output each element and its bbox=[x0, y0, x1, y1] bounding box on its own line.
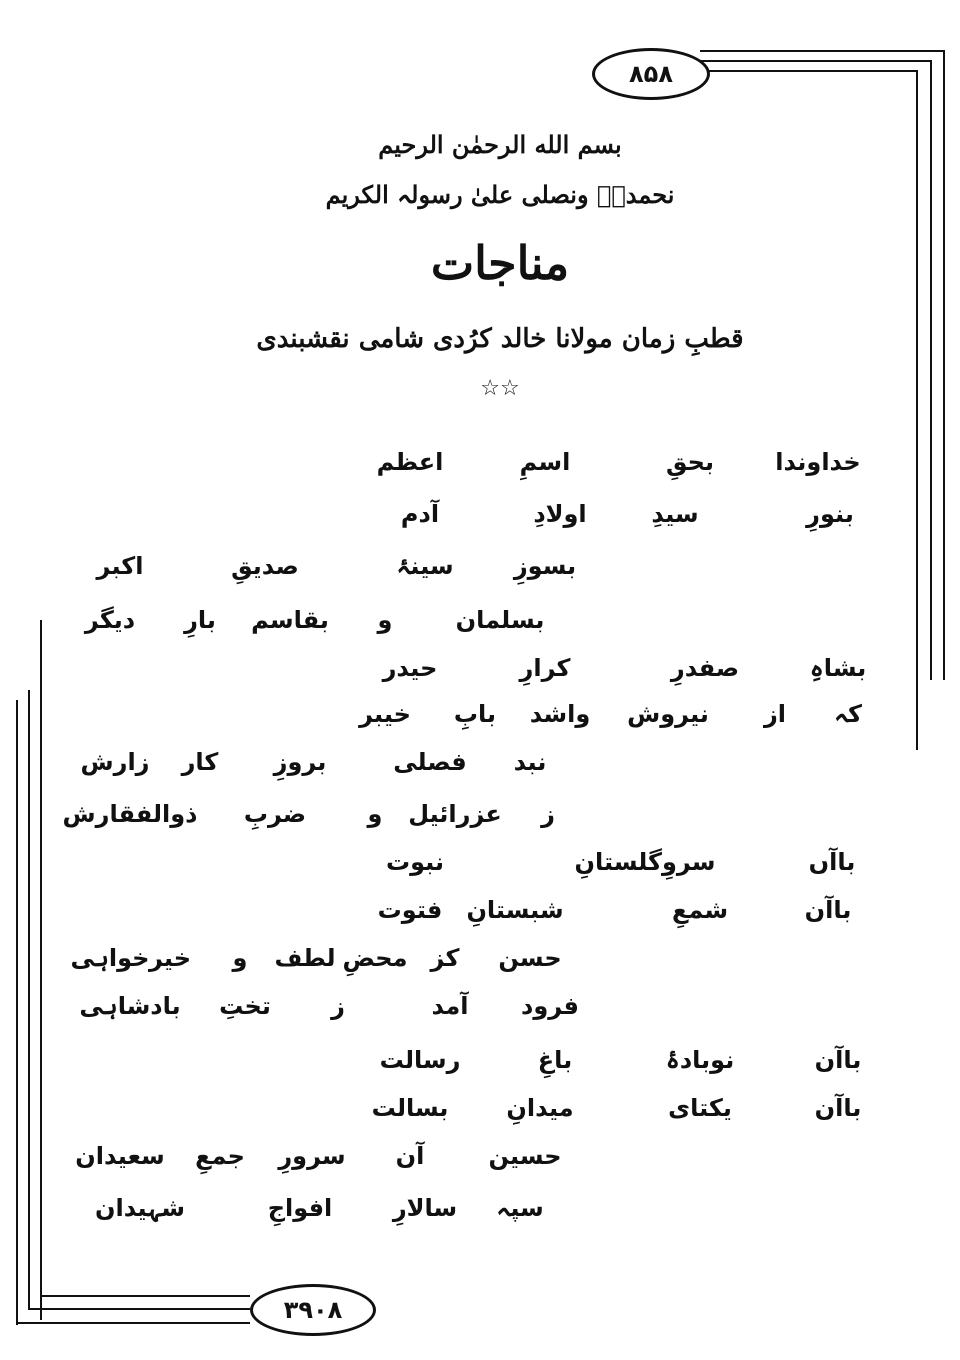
verse-word: رسالت bbox=[379, 1046, 461, 1074]
frame-border-left-outer bbox=[40, 620, 42, 1320]
frame-border-top-inner bbox=[700, 60, 932, 62]
verse-word: سرورِ bbox=[278, 1142, 346, 1170]
verse-word: بارِ bbox=[184, 606, 216, 634]
verse-word: خواہی bbox=[70, 944, 150, 972]
verse-word: خیبر bbox=[359, 700, 411, 728]
frame-border-right-inner2 bbox=[916, 70, 918, 750]
salutation: نحمدہٗ ونصلی علیٰ رسولہ الکریم bbox=[325, 180, 675, 209]
verse-word: عزرائیل bbox=[408, 800, 502, 828]
verse-word: باآن bbox=[814, 1046, 862, 1074]
verse-word: و bbox=[377, 606, 393, 634]
verse-word: یکتای bbox=[668, 1094, 732, 1122]
verse-word: نوبادۂ bbox=[665, 1046, 735, 1074]
verse-word: اکبر bbox=[96, 552, 144, 580]
verse-word: میدانِ bbox=[506, 1094, 574, 1122]
verse-word: خیر bbox=[148, 944, 192, 972]
verse-word: بنورِ bbox=[806, 500, 854, 528]
frame-border-bottom-outer bbox=[40, 1295, 250, 1297]
verse-word: کز bbox=[430, 944, 460, 972]
frame-border-top-inner2 bbox=[700, 70, 918, 72]
ornament-stars: ☆☆ bbox=[480, 376, 520, 401]
verse-word: بسوزِ bbox=[513, 552, 577, 580]
verse-word: لطف bbox=[274, 944, 336, 972]
verse-word: حسن bbox=[498, 944, 562, 972]
verse-word: سینۂ bbox=[396, 552, 454, 580]
verse-word: ذوالفقارش bbox=[62, 800, 198, 828]
verse-word: و bbox=[367, 800, 383, 828]
verse-word: بسلمان bbox=[455, 606, 545, 634]
verse-word: اعظم bbox=[376, 448, 444, 476]
verse-word: فتوت bbox=[377, 896, 443, 924]
verse-word: باغِ bbox=[537, 1046, 573, 1074]
verse-word: خداوندا bbox=[775, 448, 861, 476]
frame-border-top-outer bbox=[700, 50, 945, 52]
verse-word: باآن bbox=[804, 896, 852, 924]
verse-word: واشد bbox=[529, 700, 591, 728]
verse-word: باآں bbox=[808, 848, 856, 876]
page-number-top: ۸۵۸ bbox=[592, 48, 710, 100]
verse-word: آن bbox=[395, 1142, 425, 1170]
verse-word: آدم bbox=[400, 500, 440, 528]
verse-word: از bbox=[763, 700, 787, 728]
frame-border-left-inner2 bbox=[16, 700, 18, 1325]
verse-word: سیدِ bbox=[651, 500, 699, 528]
verse-word: تختِ bbox=[219, 992, 271, 1020]
verse-word: فرود bbox=[521, 992, 579, 1020]
verse-word: اولادِ bbox=[533, 500, 587, 528]
verse-word: بابِ bbox=[453, 700, 497, 728]
verse-word: باآن bbox=[814, 1094, 862, 1122]
verse-word: بحقِ bbox=[666, 448, 714, 476]
verse-word: افواجِ bbox=[267, 1194, 333, 1222]
verse-word: سپہ bbox=[496, 1194, 544, 1222]
page-number-bottom: ۳۹۰۸ bbox=[250, 1284, 376, 1336]
verse-word: کرارِ bbox=[519, 654, 571, 682]
verse-word: بادشاہی bbox=[79, 992, 181, 1020]
verse-word: بسالت bbox=[371, 1094, 449, 1122]
verse-word: بشاہِ bbox=[809, 654, 867, 682]
verse-word: سعیدان bbox=[75, 1142, 165, 1170]
verse-word: سالارِ bbox=[392, 1194, 458, 1222]
verse-word: نیروش bbox=[627, 700, 709, 728]
verse-word: دیگر bbox=[84, 606, 136, 634]
verse-word: حیدر bbox=[382, 654, 438, 682]
verse-word: ضربِ bbox=[243, 800, 307, 828]
author-line: قطبِ زمان مولانا خالد کرُدی شامی نقشبندی bbox=[256, 324, 744, 354]
verse-word: کار bbox=[181, 748, 219, 776]
verse-word: صدیقِ bbox=[231, 552, 299, 580]
verse-word: و bbox=[232, 944, 248, 972]
verse-word: شہیدان bbox=[94, 1194, 186, 1222]
verse-word: اسمِ bbox=[519, 448, 571, 476]
verse-word: نبد bbox=[513, 748, 547, 776]
verse-word: بروزِ bbox=[273, 748, 327, 776]
verse-word: جمعِ bbox=[195, 1142, 245, 1170]
verse-word: حسین bbox=[488, 1142, 562, 1170]
verse-word: بقاسم bbox=[251, 606, 329, 634]
verse-word: آمد bbox=[431, 992, 469, 1020]
verse-word: نبوت bbox=[386, 848, 444, 876]
verse-word: ز bbox=[331, 992, 345, 1020]
frame-border-left-inner bbox=[28, 690, 30, 1310]
verse-word: زارش bbox=[80, 748, 150, 776]
frame-border-bottom-inner2 bbox=[16, 1322, 250, 1324]
verse-word: کہ bbox=[833, 700, 863, 728]
verse-word: ز bbox=[541, 800, 555, 828]
frame-border-bottom-inner bbox=[28, 1308, 250, 1310]
verse-word: شبستانِ bbox=[466, 896, 564, 924]
verse-word: فصلی bbox=[393, 748, 467, 776]
page-title: مناجات bbox=[430, 236, 570, 290]
verse-word: صفدرِ bbox=[670, 654, 740, 682]
verse-word: محضِ bbox=[342, 944, 408, 972]
verse-word: شمعِ bbox=[671, 896, 729, 924]
verse-word: سروِگلستانِ bbox=[574, 848, 716, 876]
bismillah: بسم الله الرحمٰن الرحیم bbox=[378, 130, 622, 159]
